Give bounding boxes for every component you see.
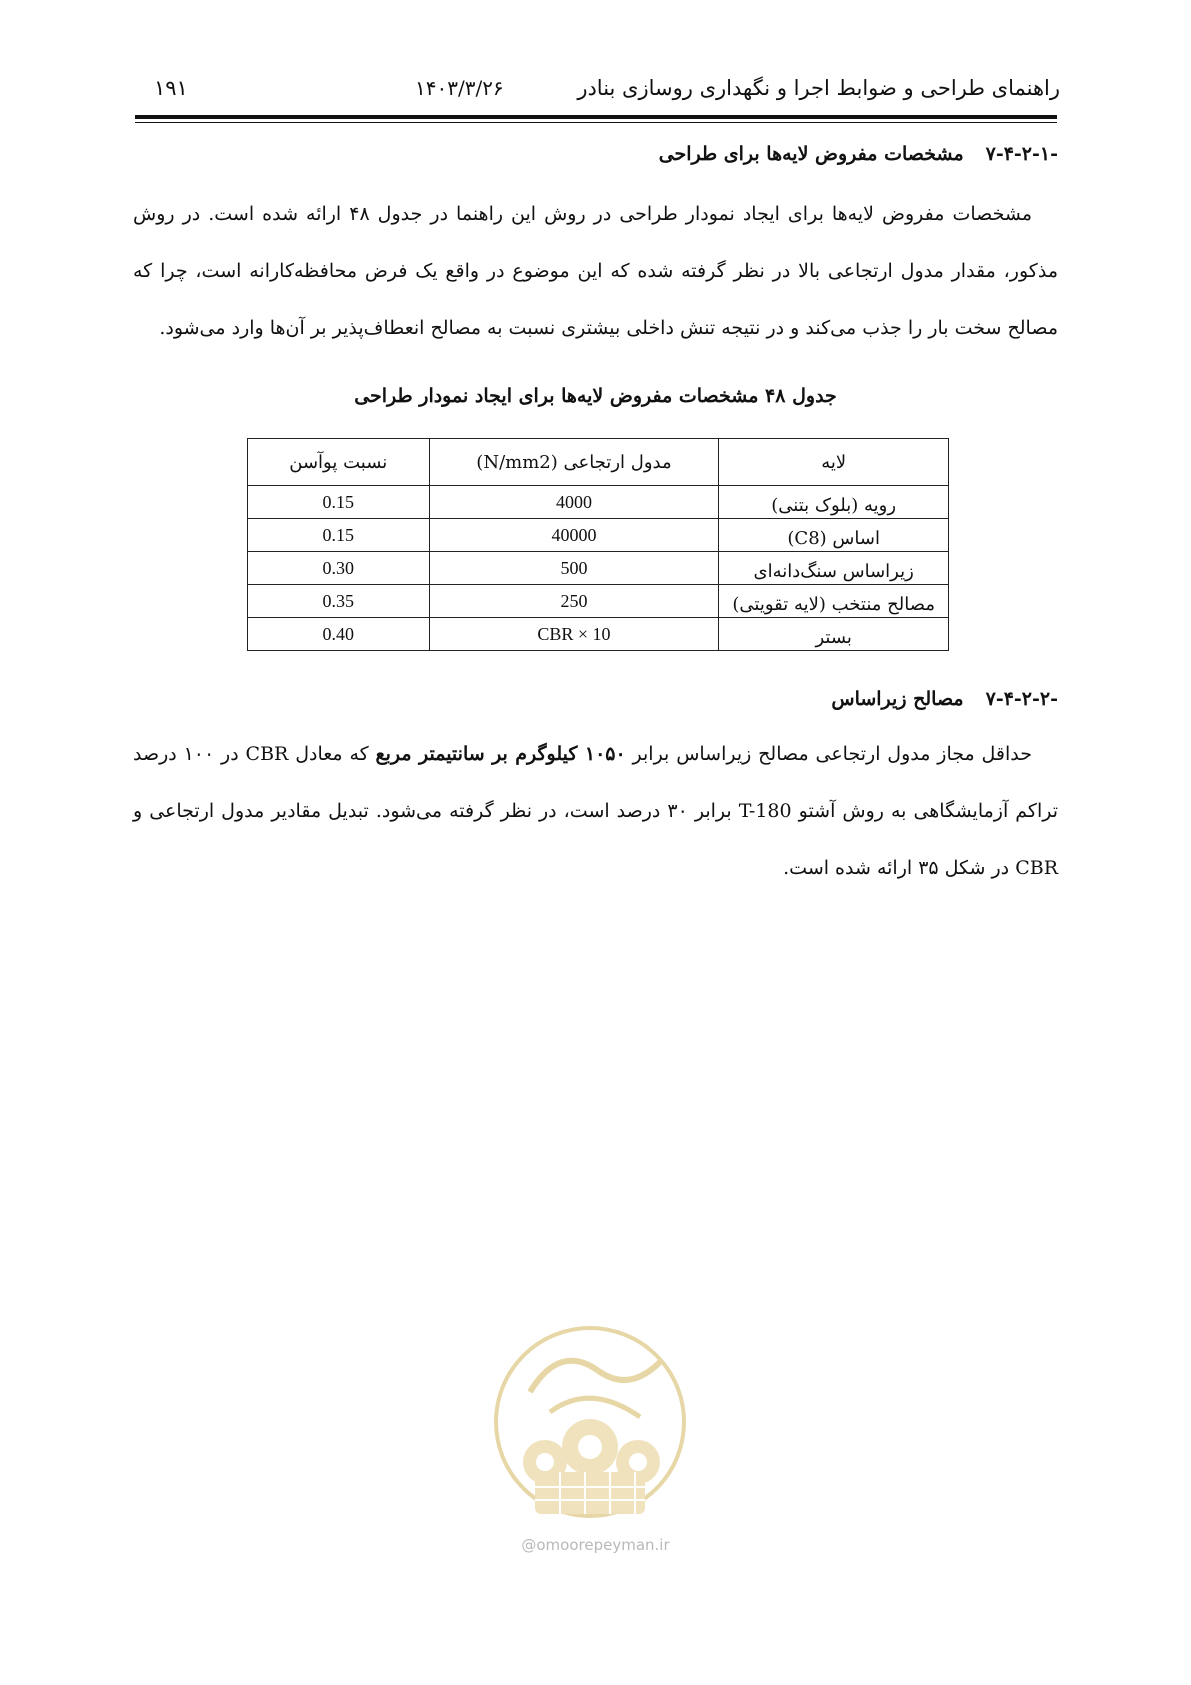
paragraph-text-after: که معادل CBR در ۱۰۰ درصد تراکم آزمایشگاهی به روش آشتو T-180 برابر ۳۰ درصد است، در نظر گرفته می‌شود. تبدیل مقادیر مدول ارتجاعی و CBR در شکل ۳۵ ارائه شده است. bbox=[133, 743, 1058, 879]
cell-modulus: 4000 bbox=[429, 486, 719, 519]
cell-layer: اساس (C8) bbox=[719, 519, 949, 552]
cell-modulus: 10 × CBR bbox=[429, 618, 719, 651]
cell-poisson: 0.30 bbox=[248, 552, 430, 585]
cell-layer: رویه (بلوک بتنی) bbox=[719, 486, 949, 519]
cell-layer: زیراساس سنگ‌دانه‌ای bbox=[719, 552, 949, 585]
header-title: راهنمای طراحی و ضوابط اجرا و نگهداری روسازی بنادر bbox=[577, 76, 1060, 100]
table-row bbox=[248, 585, 949, 618]
table-row bbox=[248, 618, 949, 651]
section-2-paragraph bbox=[133, 726, 1058, 897]
table-row bbox=[248, 486, 949, 519]
section-title: مصالح زیراساس bbox=[831, 688, 964, 710]
cell-modulus: 250 bbox=[429, 585, 719, 618]
cell-poisson: 0.15 bbox=[248, 519, 430, 552]
header-date: ۱۴۰۳/۳/۲۶ bbox=[415, 76, 504, 100]
section-1-paragraph bbox=[133, 186, 1058, 357]
page-number: ۱۹۱ bbox=[154, 76, 188, 100]
table-row bbox=[248, 552, 949, 585]
header-rule-thin bbox=[135, 122, 1057, 123]
header-poisson: نسبت پوآسن bbox=[248, 439, 430, 486]
page-header bbox=[150, 76, 1060, 110]
cell-modulus: 500 bbox=[429, 552, 719, 585]
table-caption: جدول ۴۸ مشخصات مفروض لایه‌ها برای ایجاد نمودار طراحی bbox=[354, 385, 837, 407]
section-number: -۷-۴-۲-۱ bbox=[985, 143, 1058, 165]
section-heading-2 bbox=[831, 688, 1058, 710]
cell-layer: مصالح منتخب (لایه تقویتی) bbox=[719, 585, 949, 618]
cell-poisson: 0.40 bbox=[248, 618, 430, 651]
cell-layer: بستر bbox=[719, 618, 949, 651]
table-header-row bbox=[248, 439, 949, 486]
table-row bbox=[248, 519, 949, 552]
header-modulus: مدول ارتجاعی (N/mm2) bbox=[429, 439, 719, 486]
watermark-url: @omoorepeyman.ir bbox=[521, 1536, 670, 1554]
cell-modulus: 40000 bbox=[429, 519, 719, 552]
layer-properties-table bbox=[247, 438, 949, 651]
paragraph-text: مشخصات مفروض لایه‌ها برای ایجاد نمودار طراحی در روش این راهنما در جدول ۴۸ ارائه شده است. در روش مذکور، مقدار مدول ارتجاعی بالا در نظر گرفته شده که این موضوع در واقع یک فرض محافظه‌کارانه است، چرا که مصالح سخت بار را جذب می‌کند و در نتیجه تنش داخلی بیشتری نسبت به مصالح انعطاف‌پذیر بر آن‌ها وارد می‌شود. bbox=[133, 203, 1058, 339]
watermark-logo-icon bbox=[490, 1322, 690, 1522]
paragraph-bold-value: ۱۰۵۰ کیلوگرم بر سانتیمتر مربع bbox=[375, 743, 626, 765]
header-rule-thick bbox=[135, 115, 1057, 119]
header-layer: لایه bbox=[719, 439, 949, 486]
paragraph-text-before: حداقل مجاز مدول ارتجاعی مصالح زیراساس برابر bbox=[625, 743, 1032, 765]
cell-poisson: 0.15 bbox=[248, 486, 430, 519]
section-title: مشخصات مفروض لایه‌ها برای طراحی bbox=[658, 143, 964, 165]
section-heading-1 bbox=[659, 143, 1058, 165]
cell-poisson: 0.35 bbox=[248, 585, 430, 618]
section-number: -۷-۴-۲-۲ bbox=[985, 688, 1058, 710]
